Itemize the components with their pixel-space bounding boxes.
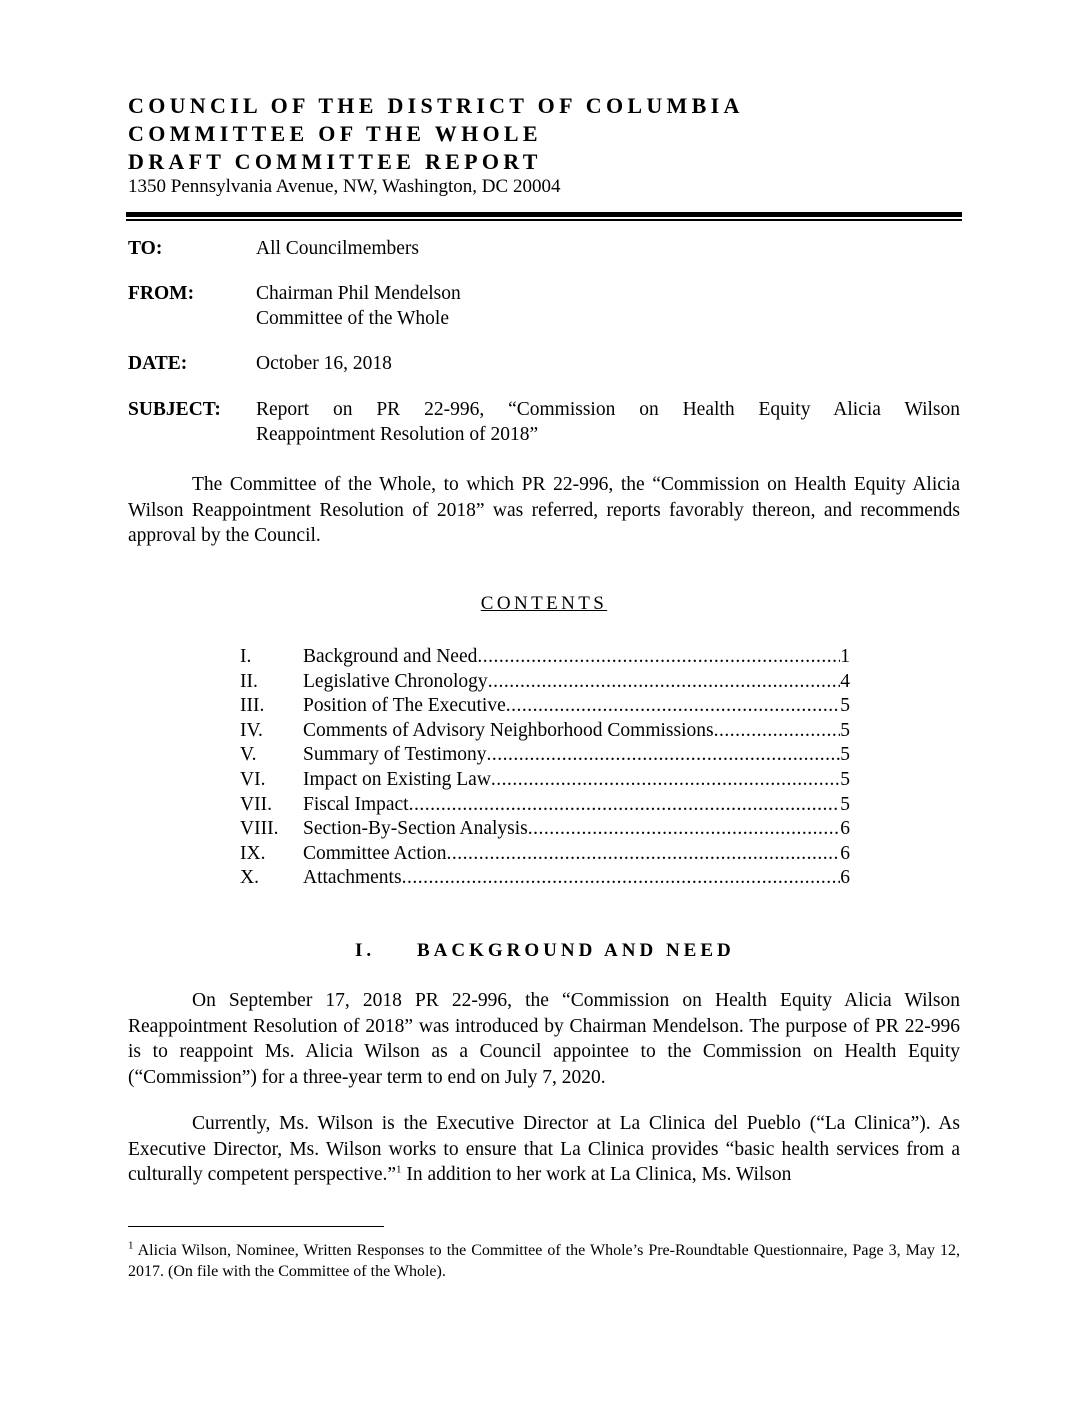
toc-entry-number: IV. [240,719,263,741]
header-committee: COMMITTEE OF THE WHOLE [128,121,542,146]
toc-entry-line [303,719,850,744]
toc-entry-title: Summary of Testimony [303,744,487,766]
toc-entry [240,670,850,695]
footnote-separator [128,1226,384,1227]
toc-entry [240,793,850,818]
header-rule-thin [126,219,962,221]
header-address: 1350 Pennsylvania Avenue, NW, Washington, DC 20004 [128,176,561,197]
toc-entry-number: V. [240,744,257,766]
toc-entry-page: 6 [840,818,850,840]
toc-leader-dots [487,743,841,768]
toc-entry-title: Legislative Chronology [303,670,488,692]
toc-entry-title: Section-By-Section Analysis [303,818,528,840]
toc-entry-line [303,866,850,891]
toc-entry-page: 5 [840,719,850,741]
toc-entry-line [303,694,850,719]
toc-entry-title: Position of The Executive [303,695,506,717]
toc-entry-number: II. [240,670,258,692]
toc-entry-number: VI. [240,769,266,790]
toc-entry-page: 5 [840,769,850,790]
toc-entry [240,719,850,744]
toc-entry-title: Comments of Advisory Neighborhood Commissions [303,719,714,741]
toc-entry-page: 5 [840,744,850,766]
footnote-1 [128,1240,960,1282]
toc-entry-page: 6 [840,842,850,864]
footnote-text: Alicia Wilson, Nominee, Written Responses to the Committee of the Whole’s Pre-Roundtable Questionnaire, Page 3, May 12, 2017. (On file with the Committee of the Whole). [128,1242,960,1280]
memo-from-value-2: Committee of the Whole [256,308,449,329]
memo-date-value: October 16, 2018 [256,353,392,374]
toc-entry-page: 6 [840,867,850,889]
toc-entry-line [303,743,850,768]
section-number: I. [355,940,376,961]
memo-date-label: DATE: [128,353,188,374]
toc-leader-dots [409,793,841,818]
toc-leader-dots [402,866,841,891]
header-report-type: DRAFT COMMITTEE REPORT [128,149,542,174]
toc-leader-dots [714,719,841,744]
toc-entry [240,842,850,867]
toc-leader-dots [528,817,840,842]
footnote-reference: 1 [396,1163,402,1176]
toc-entry-number: VIII. [240,818,279,840]
memo-subject-value-2: Reappointment Resolution of 2018” [256,424,539,445]
contents-heading: CONTENTS [480,593,608,614]
toc-entry-title: Fiscal Impact [303,793,409,815]
toc-entry [240,866,850,891]
toc-entry-number: VII. [240,793,272,815]
toc-entry-page: 1 [840,646,850,667]
memo-from-label: FROM: [128,283,195,304]
toc-leader-dots [447,842,841,867]
body-paragraph-1: On September 17, 2018 PR 22-996, the “Commission on Health Equity Alicia Wilson Reappointment Resolution of 2018” was introduced by Chairman Mendelson. The purpose of PR 22-996 is to reappoint Ms. Alicia Wilson as a Council appointee to the Commission on Health Equity (“Commission”) for a three-year term to end on July 7, 2020. [128,990,960,1088]
toc-entry-page: 4 [840,670,850,692]
memo-to-value: All Councilmembers [256,238,420,259]
toc-entry [240,694,850,719]
memo-from-value: Chairman Phil Mendelson [256,283,461,304]
header-rule-thick [126,212,962,217]
toc-entry-page: 5 [840,793,850,815]
memo-subject-value: Report on PR 22-996, “Commission on Health Equity Alicia Wilson [256,399,960,420]
memo-subject-label: SUBJECT: [128,399,221,420]
toc-leader-dots [506,694,841,719]
toc-entry-title: Committee Action [303,842,447,864]
toc-entry-number: IX. [240,842,266,864]
toc-entry [240,645,850,670]
toc-entry-title: Impact on Existing Law [303,769,491,790]
toc-entry-line [303,793,850,818]
toc-entry-page: 5 [840,695,850,717]
toc-entry-line [303,670,850,695]
intro-paragraph: The Committee of the Whole, to which PR 22-996, the “Commission on Health Equity Alicia Wilson Reappointment Resolution of 2018” was referred, reports favorably thereon, and recommends approval by the Council. [128,474,960,546]
toc-leader-dots [488,670,841,695]
toc-entry-title: Background and Need [303,646,478,667]
body-paragraph-2-text-cont: In addition to her work at La Clinica, Ms. Wilson [401,1164,792,1185]
toc-entry-number: X. [240,867,259,889]
toc-entry [240,768,850,793]
body-paragraph-2 [128,1111,960,1188]
toc-entry-line [303,842,850,867]
toc-entry-number: III. [240,695,265,717]
toc-entry [240,817,850,842]
memo-to-label: TO: [128,238,163,259]
toc-entry-title: Attachments [303,867,402,889]
toc-leader-dots [491,768,840,793]
toc-entry [240,743,850,768]
body-paragraph-2-text: Currently, Ms. Wilson is the Executive Director at La Clinica del Pueblo (“La Clinica”). As Executive Director, Ms. Wilson works to ensure that La Clinica provides “basic health services from a culturally competent perspective.” [128,1113,960,1185]
toc-entry-number: I. [240,646,252,667]
section-title: BACKGROUND AND NEED [417,940,735,961]
toc-leader-dots [477,645,840,670]
toc-entry-line [303,817,850,842]
header-council: COUNCIL OF THE DISTRICT OF COLUMBIA [128,93,744,118]
toc-entry-line [303,768,850,793]
footnote-mark: 1 [128,1239,134,1252]
toc-entry-line [303,645,850,670]
